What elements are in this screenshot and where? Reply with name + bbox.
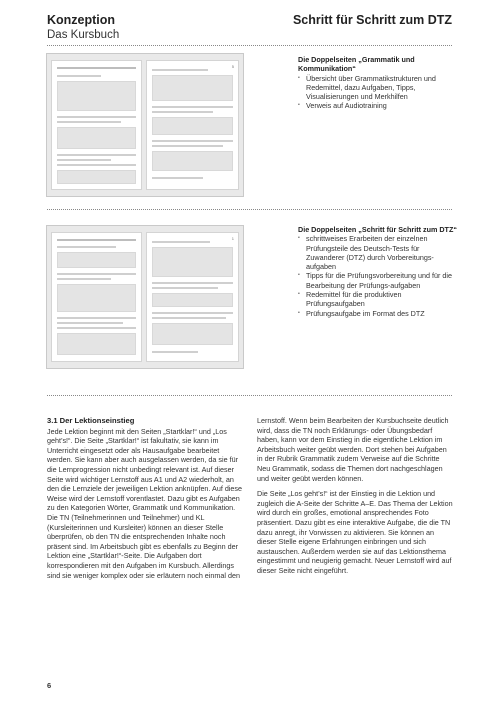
section-heading: 3.1 Der Lektionseinstieg <box>47 416 135 425</box>
list-item: ▪ Übersicht über Grammatikstrukturen und Redemittel, dazu Aufgaben, Tipps, Visualisierungen und Merkhilfen <box>298 74 458 102</box>
section-divider <box>47 395 452 396</box>
bullet-list <box>298 234 458 318</box>
thumbnail-right-page: 5 <box>146 60 239 190</box>
thumbnail-dtz-spread <box>46 225 244 369</box>
list-item: ▪ Redemittel für die produktiven Prüfungsaufgaben <box>298 290 458 309</box>
page-header-left <box>47 13 119 43</box>
thumbnail-left-page <box>51 60 142 190</box>
series-title: Schritt für Schritt zum DTZ <box>292 13 452 27</box>
page-title: Konzeption <box>47 13 116 27</box>
list-item: ▪ Verweis auf Audiotraining <box>298 101 458 110</box>
paragraph: Jede Lektion beginnt mit den Seiten „Startklar!“ und „Los geht’s!“. Die Seite „Startklar!“ ist fakultativ, sie kann im Unterricht eingesetzt oder als Hausaufgabe bearbeitet werden. Sie kann aber auch ausgelassen werden, da sie für die Lernprogression nicht unbedingt relevant ist. Auf dieser Seite wird wichtiger Lernstoff aus A1 und A2 wiederholt, an den die Lernziele der jeweiligen Lektion anknüpfen. Auf diese Weise wird der Lernstoff vorentlastet. Dazu gibt es Aufgaben zu den Kategorien Wörter, Grammatik und Kommunikation. Die TN (Teilnehmerinnen und Teilnehmer) und KL (Kursleiterinnen und Kursleiter) können an dieser Stelle überprüfen, ob den TN die entsprechenden Inhalte noch präsent sind. Im Arbeitsbuch gibt es ebenfalls zu Beginn der Lektion eine „Startklar!“-Seite. Die Aufgaben dort korrespondieren mit den Aufgaben im Kursbuch. Allerdings sind sie weniger komplex oder sie erläutern noch einmal den <box>47 426 242 580</box>
page-number: 6 <box>47 681 52 690</box>
paragraph: Die Seite „Los geht’s!“ ist der Einstieg in die Lektion und zugleich die A-Seite der Schritte A–E. Das Thema der Lektion wird durch ein großes, emotional ansprechendes Foto präsentiert. Dazu gibt es eine interaktive Aufgabe, die die TN dazu anregt, ihr Vorwissen zu aktivieren. Sie können an dieser Stelle eigene Erfahrungen einbringen und sich austauschen. Außerdem werden sie auf das Lektionsthema eingestimmt und neugierig gemacht. Neuer Lernstoff wird auf dieser Seite nicht eingeführt. <box>257 489 453 575</box>
section-title: Die Doppelseiten „Grammatik und Kommunikation“ <box>298 55 415 74</box>
list-item: ▪ Prüfungsaufgabe im Format des DTZ <box>298 309 458 318</box>
bullet-list <box>298 74 458 111</box>
section-title: Die Doppelseiten „Schritt für Schritt zum DTZ“ <box>298 225 457 234</box>
paragraph: Lernstoff. Wenn beim Bearbeiten der Kursbuchseite deutlich wird, dass die TN noch Erklärungs- oder Übungsbedarf haben, kann vor dem Einstieg in die eigentliche Lektion im Arbeitsbuch weiter geübt werden. Dort stehen bei Aufgaben in der Rubrik Grammatik zudem Verweise auf die Schritte Neu Grammatik, sodass die Themen dort nachgeschlagen und weiter geübt werden können. <box>257 416 449 483</box>
article-right-column <box>257 416 453 582</box>
thumbnail-grammatik-spread <box>46 53 244 197</box>
list-item: ▪ Tipps für die Prüfungsvorbereitung und für die Bearbeitung der Prüfungs-aufgaben <box>298 271 458 290</box>
thumbnail-left-page <box>51 232 142 362</box>
section-grammatik-description <box>298 55 458 111</box>
header-divider <box>47 45 452 46</box>
list-item: ▪ schrittweises Erarbeiten der einzelnen Prüfungsteile des Deutsch-Tests für Zuwanderer (DTZ) durch Vorbereitungs-aufgaben <box>298 234 458 271</box>
page-subtitle: Das Kursbuch <box>47 29 120 41</box>
thumbnail-right-page: 1 <box>146 232 239 362</box>
section-divider <box>47 209 452 210</box>
section-dtz-description <box>298 225 458 318</box>
article-left-column <box>47 416 243 586</box>
